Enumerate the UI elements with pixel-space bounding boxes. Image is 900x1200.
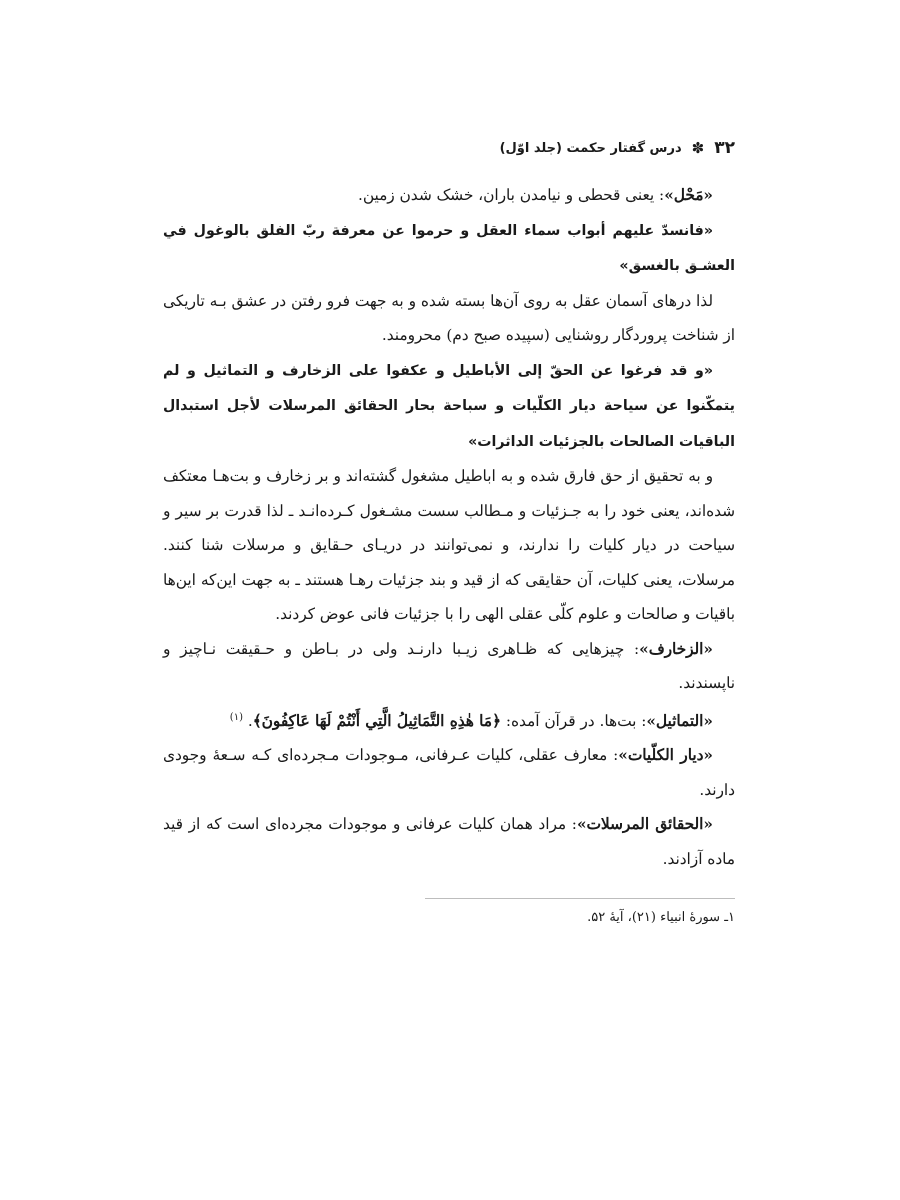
paragraph-tamathil: [163, 701, 735, 739]
paragraph-zakharif: [163, 632, 735, 701]
main-text: [163, 178, 735, 876]
translation-text: و به تحقیق از حق فارق شده و به اباطیل مشغول گشته‌اند و بر زخارف و بت‌هـا معتکف شده‌اند، یعنی خود را به جـزئیات و مـطالب سست مشـغول کـرده‌انـد ـ لذا قدرت بر سیر و سیاحت در دیار کلیات را ندارند، و نمی‌توانند در دریـای حـقایق و مرسلات شنا کنند. مرسلات، یعنی کلیات، آن حقایقی که از قید و بند جزئیات رهـا هستند ـ به جهت این‌که این‌ها باقیات و صالحات و علوم کلّی عقلی الهی را با جزئیات فانی عوض کردند.: [163, 467, 735, 623]
footnote: [163, 907, 735, 929]
arabic-quote: [163, 213, 735, 284]
term-label: «التماثیل»: [646, 711, 713, 730]
definition-tail: .: [242, 711, 253, 730]
paragraph-diyar: [163, 738, 735, 807]
book-title: درس گفتار حکمت (جلد اوّل): [499, 140, 682, 156]
definition-text: : معارف عقلی، کلیات عـرفانی، مـوجودات مـجرده‌ای کـه سـعهٔ وجودی دارند.: [163, 746, 735, 799]
term-label: «مَحْل»: [664, 186, 713, 204]
paragraph-haqaiq: [163, 807, 735, 876]
ornament-icon: ✽: [691, 138, 705, 157]
translation-paragraph: [163, 284, 735, 353]
definition-text: : مراد همان کلیات عرفانی و موجودات مجرده‌ای است که از قید ماده آزادند.: [163, 815, 735, 868]
definition-text: : چیزهایی که ظـاهری زیـبا دارنـد ولی در بـاطن و حـقیقت نـاچیز و ناپسندند.: [163, 639, 735, 692]
definition-text: : یعنی قحطی و نیامدن باران، خشک شدن زمین.: [357, 186, 665, 204]
term-label: «دیار الکلّیات»: [618, 746, 713, 765]
term-label: «الزخارف»: [639, 639, 713, 658]
translation-paragraph: [163, 459, 735, 632]
term-label: «الحقائق المرسلات»: [576, 815, 713, 834]
arabic-text: «و قد فرغوا عن الحقّ إلى الأباطيل و عكفوا على الزخارف و التماثيل و لم يتمكّنوا عن سياحة ديار الكلّيات و سباحة بحار الحقائق المرسلات لأجل استبدال الباقيات الصالحات بالجزئيات الداثرات»: [163, 362, 735, 450]
page-number: ۳۲: [714, 138, 735, 158]
running-header: [165, 138, 735, 158]
arabic-quote: [163, 353, 735, 460]
paragraph-mahl: [163, 178, 735, 213]
arabic-text: «فانسدّ علیهم أبواب سماء العقل و حرموا عن معرفة ربّ الفلق بالوغول في العشـق بالغسق»: [163, 222, 735, 274]
footnote-divider: [425, 898, 735, 899]
translation-text: لذا درهای آسمان عقل به روی آن‌ها بسته شده و به جهت فرو رفتن در عشق بـه تاریکی از شناخت پروردگار روشنایی (سپیده صبح دم) محرومند.: [163, 291, 735, 344]
footnote-ref[interactable]: (۱): [229, 711, 243, 723]
quran-verse: ﴿مَا هٰذِهِ التَّمَاثِيلُ الَّتِي أَنْتُمْ لَهَا عَاكِفُونَ﴾: [252, 711, 501, 730]
definition-text: : بت‌ها. در قرآن آمده:: [500, 711, 647, 730]
footnote-text: ۱ـ سورهٔ انبیاء (۲۱)، آیهٔ ۵۲.: [587, 910, 735, 925]
